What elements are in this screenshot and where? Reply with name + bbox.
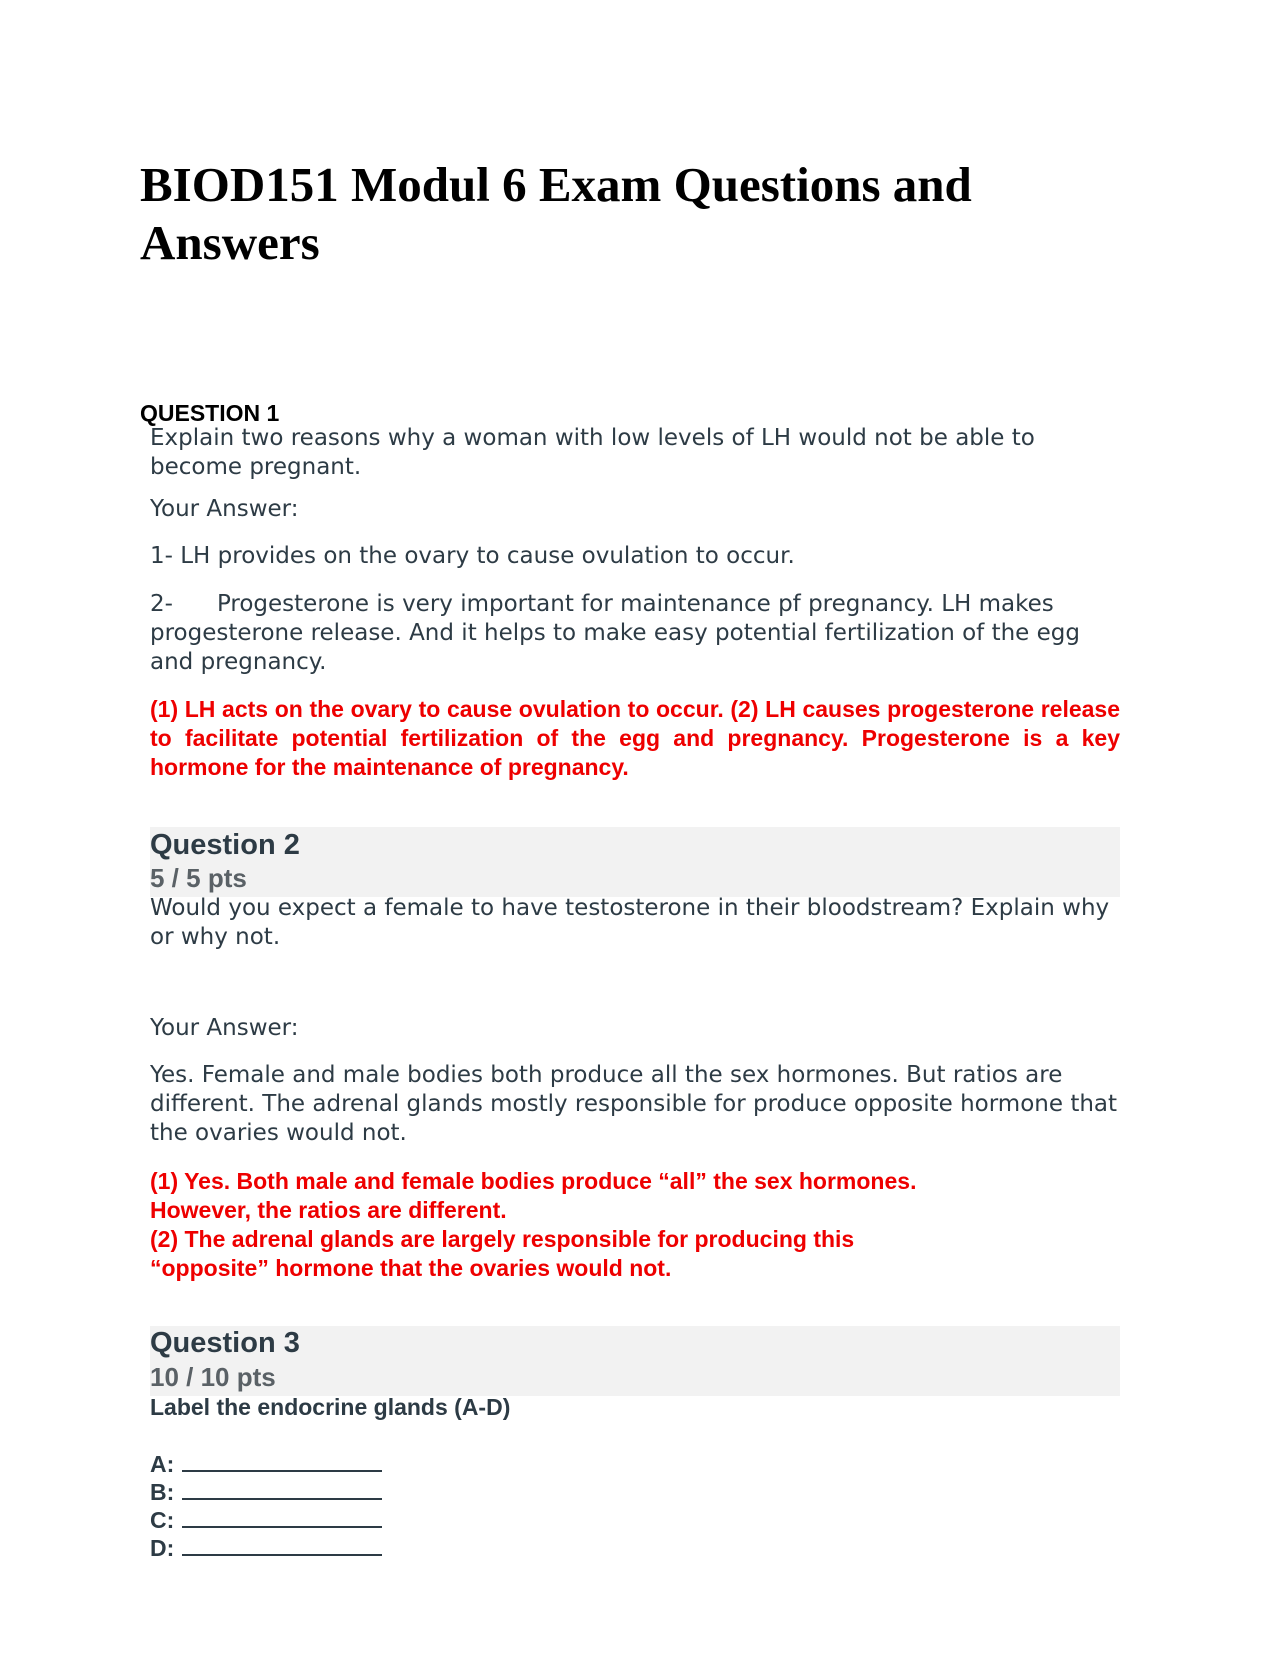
question-2-key-line-2: However, the ratios are different. xyxy=(150,1197,507,1223)
question-2-answer: Yes. Female and male bodies both produce all the sex hormones. But ratios are different. The adrenal glands mostly responsible for produce opposite hormone that the ovaries would not. xyxy=(150,1062,1118,1146)
question-2-prompt-block xyxy=(150,894,1120,952)
question-1-answer-2-block xyxy=(150,590,1120,677)
question-3-prompt: Label the endocrine glands (A-D) xyxy=(150,1394,511,1420)
question-1-answer-2-number: 2- xyxy=(150,591,173,617)
question-1-answer-2-text: Progesterone is very important for maintenance pf pregnancy. LH makes progesterone release. And it helps to make easy potential fertilization of the egg and pregnancy. xyxy=(150,591,1080,675)
question-3-heading: Question 3 xyxy=(150,1327,300,1359)
gland-label-a xyxy=(150,1450,382,1479)
question-1-your-answer-block xyxy=(150,495,1120,524)
question-2-key-line-4: “opposite” hormone that the ovaries would not. xyxy=(150,1255,672,1281)
question-2-key-line-1: (1) Yes. Both male and female bodies produce “all” the sex hormones. xyxy=(150,1168,917,1194)
gland-label-d-blank[interactable] xyxy=(182,1534,382,1556)
question-1-prompt-block xyxy=(150,424,1120,482)
question-2-heading: Question 2 xyxy=(150,829,300,861)
gland-label-c xyxy=(150,1506,382,1535)
question-2-your-answer-label: Your Answer: xyxy=(150,1015,299,1041)
question-2-your-answer-block xyxy=(150,1014,1120,1043)
question-2-answer-key-block xyxy=(150,1167,1120,1283)
question-1-answer-1-block xyxy=(150,542,1120,571)
gland-label-d-letter: D: xyxy=(150,1535,175,1561)
gland-label-b-letter: B: xyxy=(150,1479,175,1505)
question-1-answer-key-block xyxy=(150,695,1120,782)
question-2-key-line-3: (2) The adrenal glands are largely responsible for producing this xyxy=(150,1226,855,1252)
question-2-prompt: Would you expect a female to have testosterone in their bloodstream? Explain why or why not. xyxy=(150,895,1110,950)
question-2-answer-block xyxy=(150,1061,1120,1148)
question-1-prompt: Explain two reasons why a woman with low levels of LH would not be able to become pregnant. xyxy=(150,425,1035,480)
gland-label-c-blank[interactable] xyxy=(182,1506,382,1528)
document-title: BIOD151 Modul 6 Exam Questions and Answers xyxy=(140,157,972,270)
question-1-your-answer-label: Your Answer: xyxy=(150,496,299,522)
gland-label-b xyxy=(150,1478,382,1507)
question-2-points: 5 / 5 pts xyxy=(150,863,247,893)
question-1-answer-1: 1- LH provides on the ovary to cause ovulation to occur. xyxy=(150,543,795,569)
question-1-answer-key: (1) LH acts on the ovary to cause ovulation to occur. (2) LH causes progesterone release to facilitate potential fertilization of the egg and pregnancy. Progesterone is a key hormone for the maintenance of pregnancy. xyxy=(150,696,1120,780)
gland-label-a-blank[interactable] xyxy=(182,1450,382,1472)
question-1-answer-2 xyxy=(150,590,1120,677)
gland-label-d xyxy=(150,1534,382,1563)
gland-label-c-letter: C: xyxy=(150,1507,175,1533)
question-3-points: 10 / 10 pts xyxy=(150,1362,276,1392)
question-1-heading: QUESTION 1 xyxy=(140,400,280,426)
gland-label-b-blank[interactable] xyxy=(182,1478,382,1500)
gland-label-a-letter: A: xyxy=(150,1451,175,1477)
